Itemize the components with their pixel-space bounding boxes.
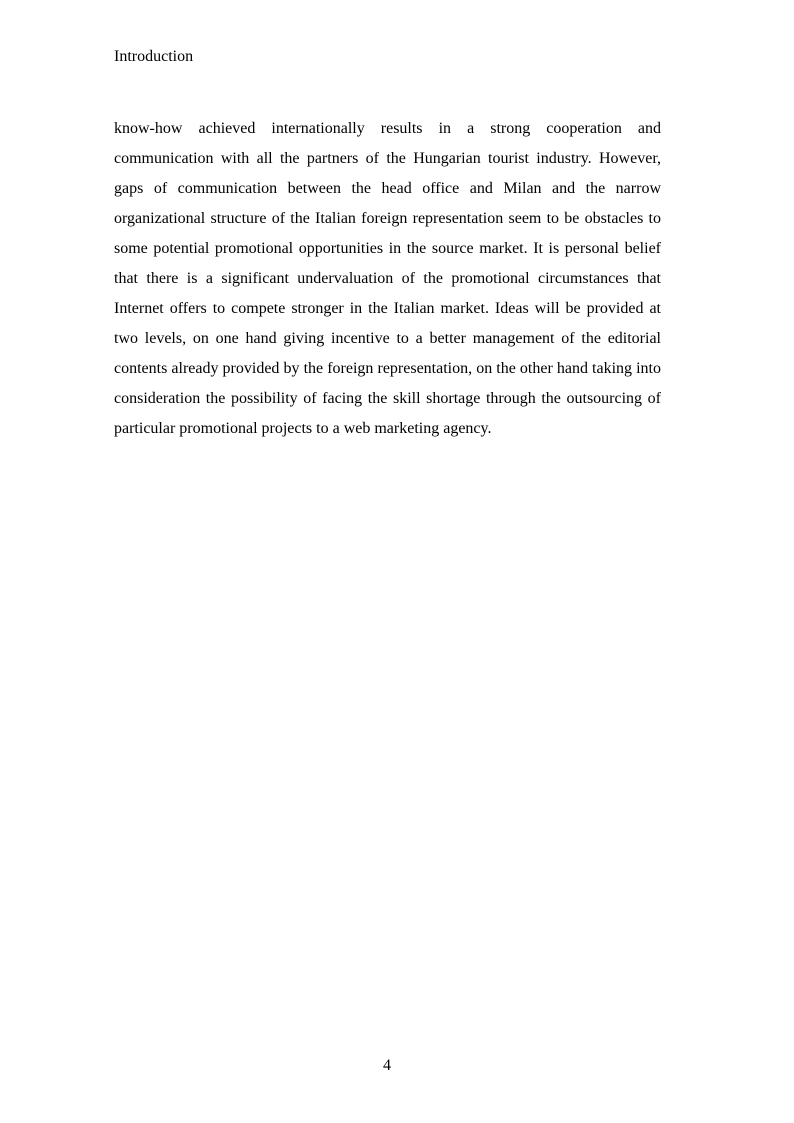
running-header: Introduction (114, 48, 194, 65)
body-paragraph: know-how achieved internationally results in a strong cooperation and communication with all the partners of the Hungarian tourist industry. However, gaps of communication between the head office and Milan and the narrow organizational structure of the Italian foreign representation seem to be obstacles to some potential promotional opportunities in the source market. It is personal belief that there is a significant undervaluation of the promotional circumstances that Internet offers to compete stronger in the Italian market. Ideas will be provided at two levels, on one hand giving incentive to a better management of the editorial contents already provided by the foreign representation, on the other hand taking into consideration the possibility of facing the skill shortage through the outsourcing of particular promotional projects to a web marketing agency. (114, 120, 661, 437)
page-number: 4 (383, 1057, 391, 1074)
